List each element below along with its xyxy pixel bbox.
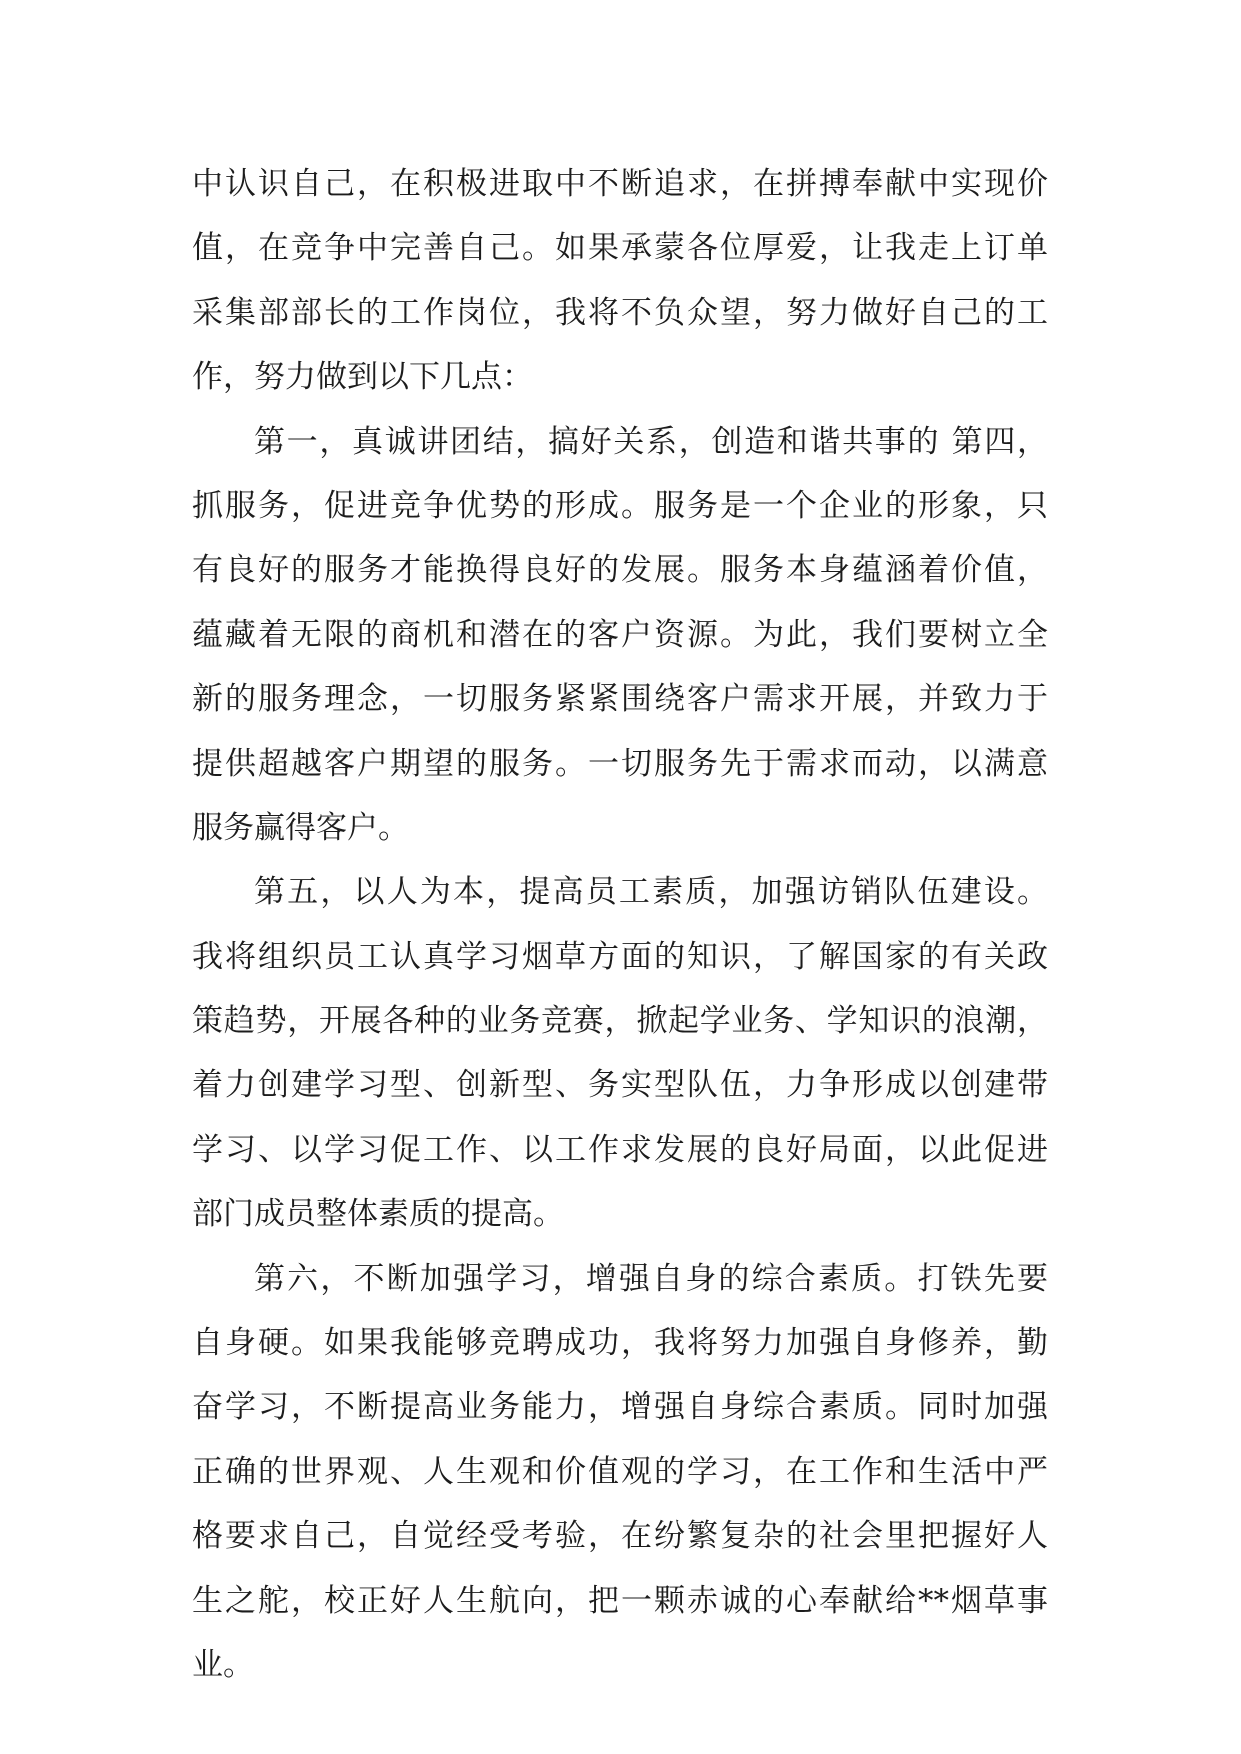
- text-line: 中认识自己，在积极进取中不断追求，在拼搏奉献中实现价: [192, 166, 1048, 202]
- text-line: 正确的世界观、人生观和价值观的学习，在工作和生活中严: [192, 1453, 1048, 1490]
- text-line: 格要求自己，自觉经受考验，在纷繁复杂的社会里把握好人: [192, 1518, 1048, 1555]
- text-line: 有良好的服务才能换得良好的发展。服务本身蕴涵着价值，: [192, 552, 1048, 589]
- text-line: 蕴藏着无限的商机和潜在的客户资源。为此，我们要树立全: [192, 616, 1048, 653]
- text-line: 学习、以学习促工作、以工作求发展的良好局面，以此促进: [192, 1131, 1048, 1168]
- text-line: 服务赢得客户。: [192, 809, 409, 846]
- text-line: 策趋势，开展各种的业务竞赛，掀起学业务、学知识的浪潮，: [192, 1003, 1048, 1040]
- text-line: 自身硬。如果我能够竞聘成功，我将努力加强自身修养，勤: [192, 1325, 1048, 1362]
- text-line: 奋学习，不断提高业务能力，增强自身综合素质。同时加强: [192, 1389, 1048, 1426]
- text-line: 生之舵，校正好人生航向，把一颗赤诚的心奉献给**烟草事: [192, 1582, 1048, 1619]
- text-line: 着力创建学习型、创新型、务实型队伍，力争形成以创建带: [192, 1067, 1048, 1104]
- text-line: 部门成员整体素质的提高。: [192, 1196, 564, 1233]
- text-line: 第五，以人为本，提高员工素质，加强访销队伍建设。: [254, 874, 1048, 911]
- text-line: 我将组织员工认真学习烟草方面的知识，了解国家的有关政: [192, 938, 1048, 975]
- body-text: [192, 152, 1048, 1697]
- text-line: 第六，不断加强学习，增强自身的综合素质。打铁先要: [254, 1260, 1048, 1297]
- text-line: 新的服务理念，一切服务紧紧围绕客户需求开展，并致力于: [192, 681, 1048, 718]
- text-line: 第一，真诚讲团结，搞好关系，创造和谐共事的 第四，: [254, 423, 1048, 460]
- text-line: 值，在竞争中完善自己。如果承蒙各位厚爱，让我走上订单: [192, 230, 1048, 267]
- text-line: 提供超越客户期望的服务。一切服务先于需求而动，以满意: [192, 745, 1048, 782]
- text-line: 抓服务，促进竞争优势的形成。服务是一个企业的形象，只: [192, 487, 1048, 524]
- text-line: 作，努力做到以下几点：: [192, 359, 533, 396]
- text-line: 业。: [192, 1646, 254, 1683]
- text-line: 采集部部长的工作岗位，我将不负众望，努力做好自己的工: [192, 294, 1048, 331]
